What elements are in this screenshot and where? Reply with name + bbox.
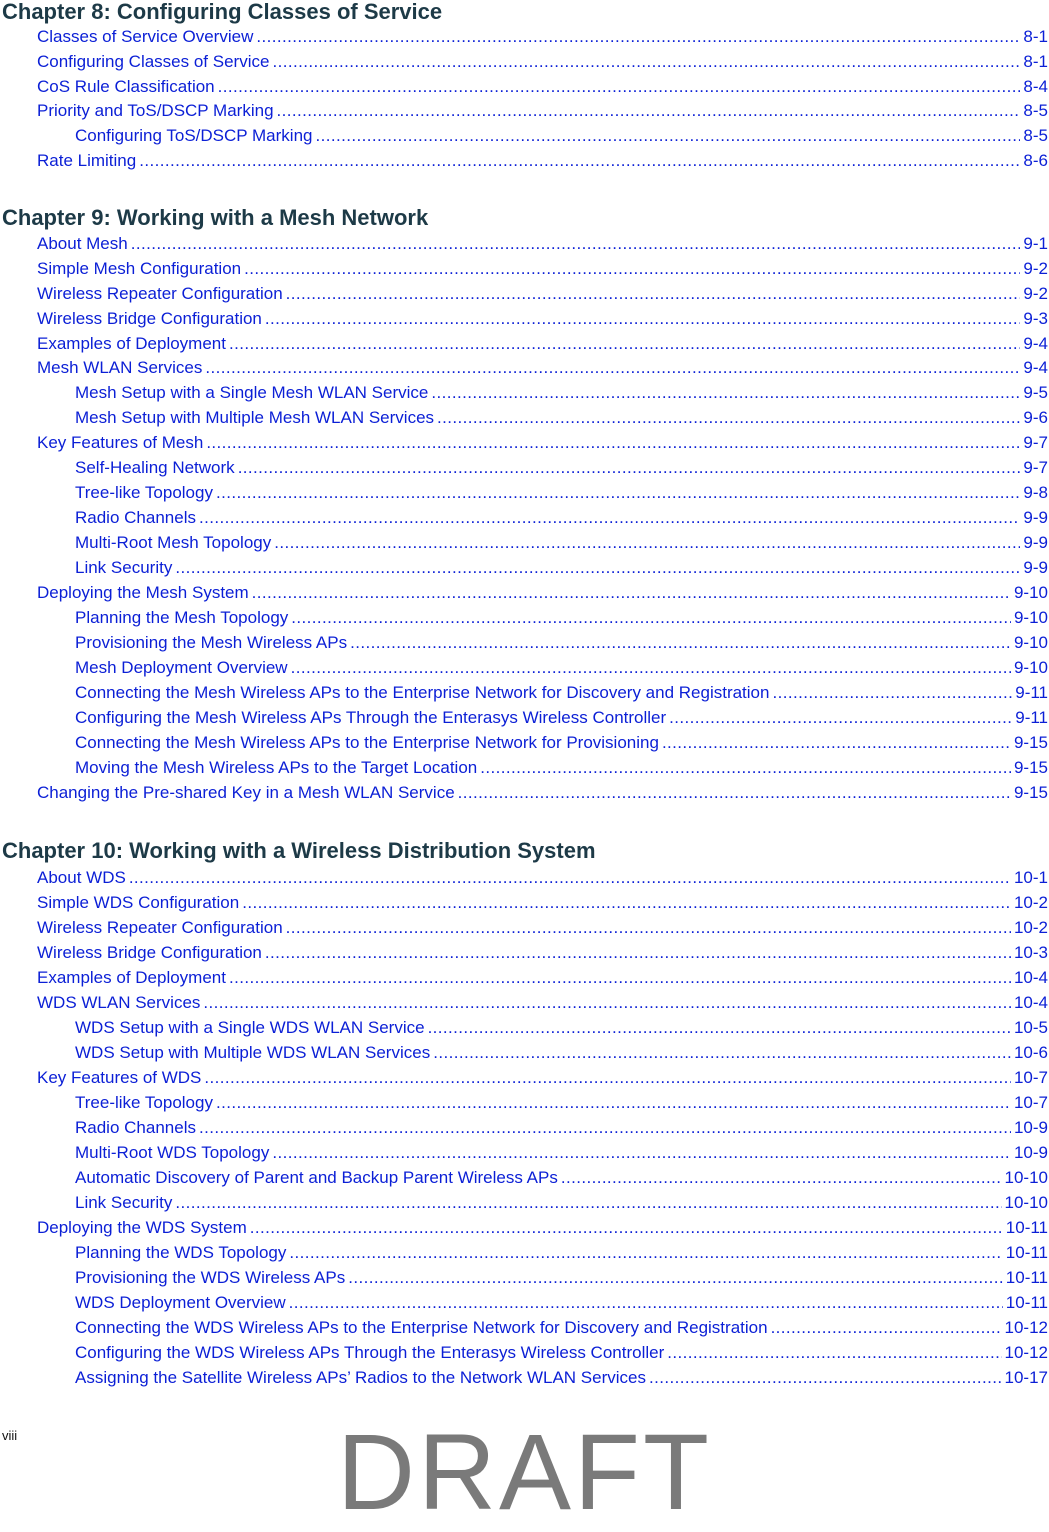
toc-entry[interactable]: Changing the Pre-shared Key in a Mesh WLAN Service ..... 9-15 (37, 783, 1048, 805)
toc-entry[interactable]: Planning the Mesh Topology ..... 9-10 (75, 608, 1048, 630)
toc-entry[interactable]: Rate Limiting ..... 8-6 (37, 151, 1048, 173)
toc-entry[interactable]: Wireless Bridge Configuration ..... 9-3 (37, 309, 1048, 331)
toc-entry[interactable]: About Mesh ..... 9-1 (37, 234, 1048, 256)
toc-entry[interactable]: CoS Rule Classification ..... 8-4 (37, 77, 1048, 99)
draft-watermark: DRAFT (337, 1411, 712, 1532)
toc-entry[interactable]: Simple Mesh Configuration ..... 9-2 (37, 259, 1048, 281)
toc-entry[interactable]: Configuring the Mesh Wireless APs Through the Enterasys Wireless Controller ..... 9-11 (75, 708, 1048, 730)
toc-entry[interactable]: Mesh Setup with Multiple Mesh WLAN Services ..... 9-6 (75, 408, 1048, 430)
toc-entry[interactable]: Configuring the WDS Wireless APs Through the Enterasys Wireless Controller ..... 10-12 (75, 1343, 1048, 1365)
toc-entry[interactable]: Provisioning the WDS Wireless APs ..... 10-11 (75, 1268, 1048, 1290)
toc-entry[interactable]: Mesh WLAN Services ..... 9-4 (37, 358, 1048, 380)
toc-entry[interactable]: Key Features of Mesh ..... 9-7 (37, 433, 1048, 455)
toc-entry[interactable]: Planning the WDS Topology ..... 10-11 (75, 1243, 1048, 1265)
toc-entry[interactable]: Classes of Service Overview ..... 8-1 (37, 27, 1048, 49)
toc-entry[interactable]: Radio Channels ..... 10-9 (75, 1118, 1048, 1140)
toc-entry[interactable]: Moving the Mesh Wireless APs to the Target Location ..... 9-15 (75, 758, 1048, 780)
toc-entry[interactable]: WDS Setup with Multiple WDS WLAN Services ..... 10-6 (75, 1043, 1048, 1065)
toc-entry[interactable]: Link Security ..... 10-10 (75, 1193, 1048, 1215)
toc-entry[interactable]: Multi-Root Mesh Topology ..... 9-9 (75, 533, 1048, 555)
toc-entry[interactable]: Connecting the Mesh Wireless APs to the Enterprise Network for Provisioning ..... 9-15 (75, 733, 1048, 755)
toc-entry[interactable]: Examples of Deployment ..... 10-4 (37, 968, 1048, 990)
toc-entry[interactable]: Wireless Repeater Configuration ..... 9-2 (37, 284, 1048, 306)
toc-entry[interactable]: Simple WDS Configuration ..... 10-2 (37, 893, 1048, 915)
toc-entry[interactable]: Multi-Root WDS Topology ..... 10-9 (75, 1143, 1048, 1165)
toc-entry[interactable]: Radio Channels ..... 9-9 (75, 508, 1048, 530)
toc-entry[interactable]: Deploying the Mesh System ..... 9-10 (37, 583, 1048, 605)
toc-entry[interactable]: Priority and ToS/DSCP Marking ..... 8-5 (37, 101, 1048, 123)
toc-entry[interactable]: Deploying the WDS System ..... 10-11 (37, 1218, 1048, 1240)
toc-entry[interactable]: Wireless Bridge Configuration ..... 10-3 (37, 943, 1048, 965)
toc-entry[interactable]: About WDS ..... 10-1 (37, 868, 1048, 890)
chapter-8-title: Chapter 8: Configuring Classes of Service (2, 0, 443, 24)
toc-entry[interactable]: Tree-like Topology ..... 9-8 (75, 483, 1048, 505)
toc-entry[interactable]: Examples of Deployment ..... 9-4 (37, 334, 1048, 356)
toc-entry[interactable]: Assigning the Satellite Wireless APs’ Radios to the Network WLAN Services ..... 10-17 (75, 1368, 1048, 1390)
toc-entry[interactable]: Tree-like Topology ..... 10-7 (75, 1093, 1048, 1115)
toc-entry[interactable]: WDS WLAN Services ..... 10-4 (37, 993, 1048, 1015)
toc-entry[interactable]: Link Security ..... 9-9 (75, 558, 1048, 580)
toc-entry[interactable]: Key Features of WDS ..... 10-7 (37, 1068, 1048, 1090)
toc-entry[interactable]: Mesh Setup with a Single Mesh WLAN Service ..... 9-5 (75, 383, 1048, 405)
toc-entry[interactable]: Connecting the Mesh Wireless APs to the Enterprise Network for Discovery and Registration ..... 9-11 (75, 683, 1048, 705)
page-number: viii (2, 1428, 18, 1443)
toc-entry[interactable]: Connecting the WDS Wireless APs to the Enterprise Network for Discovery and Registration ..... 10-12 (75, 1318, 1048, 1340)
chapter-10-title: Chapter 10: Working with a Wireless Distribution System (2, 838, 596, 863)
toc-entry[interactable]: Wireless Repeater Configuration ..... 10-2 (37, 918, 1048, 940)
toc-entry[interactable]: Automatic Discovery of Parent and Backup Parent Wireless APs ..... 10-10 (75, 1168, 1048, 1190)
toc-entry[interactable]: Configuring Classes of Service ..... 8-1 (37, 52, 1048, 74)
toc-entry[interactable]: Provisioning the Mesh Wireless APs ..... 9-10 (75, 633, 1048, 655)
toc-entry[interactable]: Configuring ToS/DSCP Marking ..... 8-5 (75, 126, 1048, 148)
toc-entry[interactable]: WDS Deployment Overview ..... 10-11 (75, 1293, 1048, 1315)
toc-entry[interactable]: Mesh Deployment Overview ..... 9-10 (75, 658, 1048, 680)
toc-entry[interactable]: Self-Healing Network ..... 9-7 (75, 458, 1048, 480)
chapter-9-title: Chapter 9: Working with a Mesh Network (2, 205, 429, 230)
toc-entry[interactable]: WDS Setup with a Single WDS WLAN Service ..... 10-5 (75, 1018, 1048, 1040)
